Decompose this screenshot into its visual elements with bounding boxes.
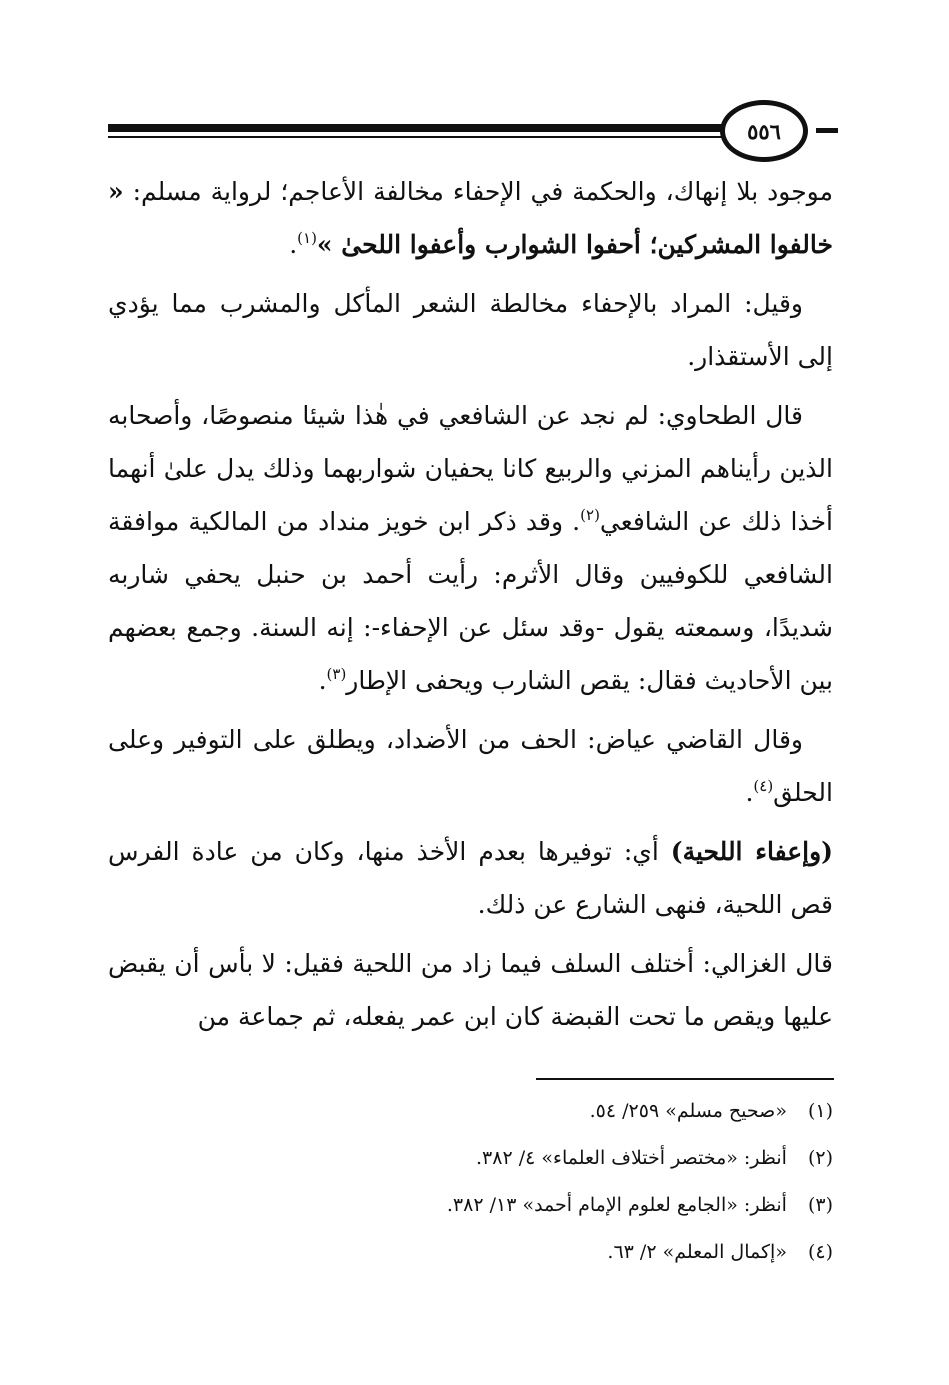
footnote-3: (٣) أنظر: «الجامع لعلوم الإمام أحمد» ١٣/ ٣٨٢. (446, 1194, 833, 1216)
footnote-1: (١) «صحيح مسلم» ٢٥٩/ ٥٤. (589, 1100, 833, 1122)
main-text (108, 165, 833, 1049)
footnote-ref-3: (٣) (326, 665, 347, 683)
paragraph-3: قال الطحاوي: لم نجد عن الشافعي في هٰذا شيئا منصوصًا، وأصحابه الذين رأيناهم المزني والربيع كانا يحفيان شواربهما وذلك يدل علىٰ أنهما أخذا ذلك عن الشافعي$^{(٢)}$. وقد ذكر ابن خويز منداد من المالكية موافقة الشافعي للكوفيين وقال الأثرم: رأيت أحمد بن حنبل يحفي شاربه شديدًا، وسمعته يقول -وقد سئل عن الإحفاء-: إنه السنة. وجمع بعضهم بين الأحاديث فقال: يقص الشارب ويحفى الإطار$^{(٣)}$. (108, 401, 833, 695)
lemma-bold: (وإعفاء اللحية) (670, 837, 834, 866)
header-rule-thick (108, 124, 740, 132)
footnote-ref-4: (٤) (753, 777, 774, 795)
paragraph-2: وقيل: المراد بالإحفاء مخالطة الشعر المأكل والمشرب مما يؤدي إلى الأستقذار. (108, 289, 833, 371)
footnotes (108, 1088, 833, 1276)
paragraph-5: (وإعفاء اللحية) أي: توفيرها بعدم الأخذ منها، وكان من عادة الفرس قص اللحية، فنهى الشارع عن ذلك. (108, 837, 834, 919)
header-rule-thin (108, 136, 740, 138)
footnote-separator (536, 1078, 834, 1080)
footnote-4: (٤) «إكمال المعلم» ٢/ ٦٣. (607, 1241, 833, 1263)
page-header (108, 92, 838, 170)
page-number (720, 100, 808, 162)
footnote-ref-1: (١) (297, 229, 317, 247)
page-number-text: ٥٥٦ (747, 118, 781, 144)
paragraph-6: قال الغزالي: أختلف السلف فيما زاد من اللحية فقيل: لا بأس أن يقبض عليها ويقص ما تحت القبضة كان ابن عمر يفعله، ثم جماعة من (108, 949, 833, 1031)
header-rule-right (816, 128, 838, 133)
footnote-ref-2: (٢) (580, 506, 600, 524)
hadith-quote: « خالفوا المشركين؛ أحفوا الشوارب وأعفوا اللحىٰ » (108, 177, 833, 259)
footnote-2: (٢) أنظر: «مختصر أختلاف العلماء» ٤/ ٣٨٢. (476, 1147, 833, 1169)
paragraph-4: وقال القاضي عياض: الحف من الأضداد، ويطلق على التوفير وعلى الحلق$^{(٤)}$. (108, 725, 833, 807)
paragraph-1: موجود بلا إنهاك، والحكمة في الإحفاء مخالفة الأعاجم؛ لرواية مسلم: « خالفوا المشركين؛ أحفوا الشوارب وأعفوا اللحىٰ »$^{(١)}$. (108, 177, 833, 259)
